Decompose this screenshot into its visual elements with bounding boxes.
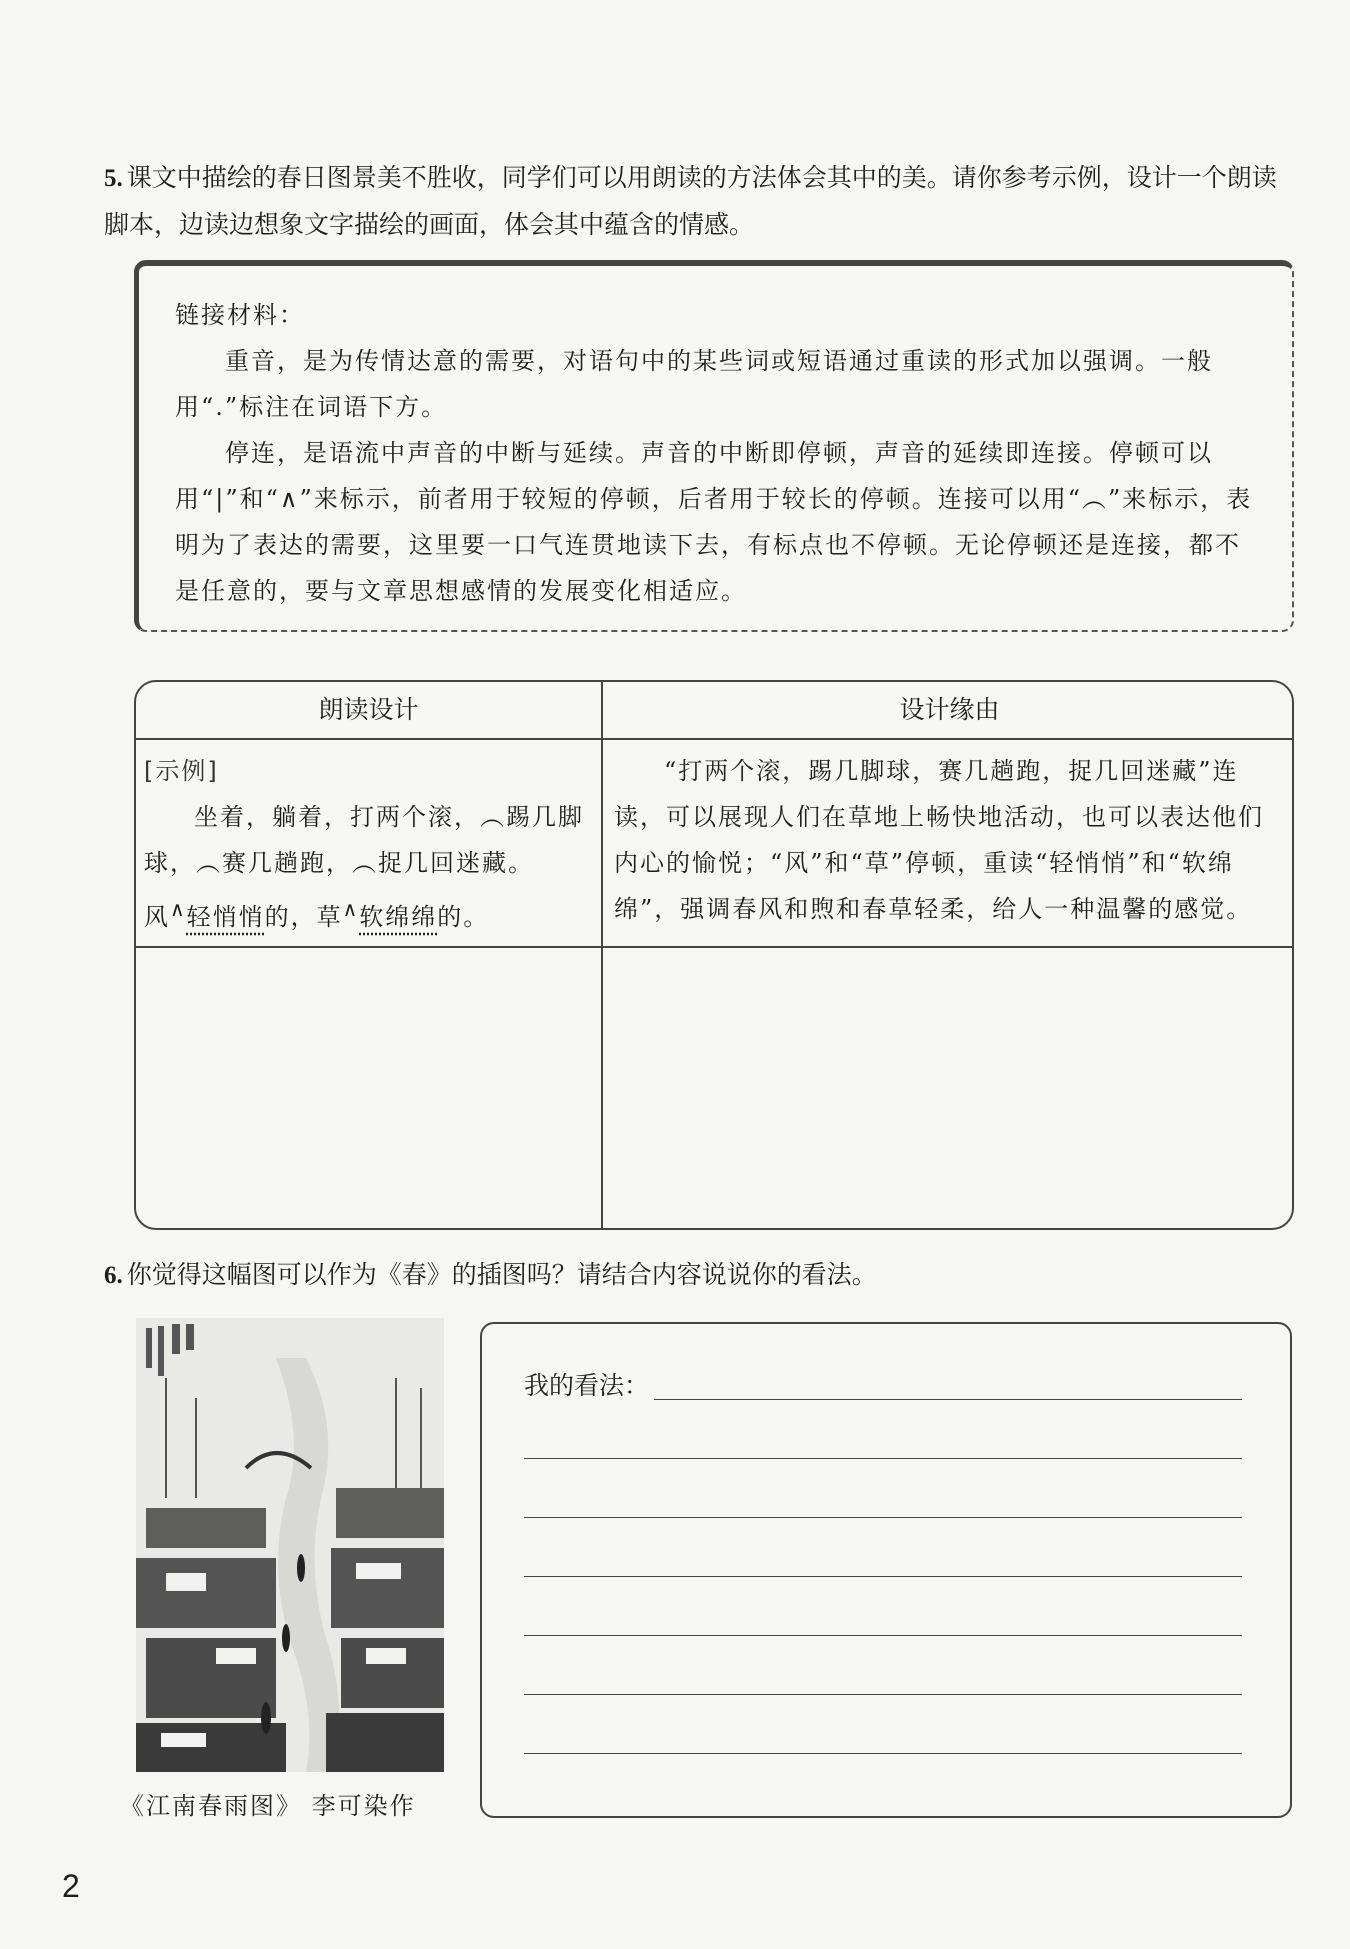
example-line-2: 风∧轻悄悄的，草∧软绵绵的。 (144, 897, 490, 931)
answer-reason-cell[interactable] (614, 956, 1284, 1222)
question-text: 课文中描绘的春日图景美不胜收，同学们可以用朗读的方法体会其中的美。请你参考示例，设计一个朗读脚本，边读边想象文字描绘的画面，体会其中蕴含的情感。 (104, 163, 1277, 239)
material-paragraph-pause: 停连，是语流中声音的中断与延续。声音的中断即停顿，声音的延续即连接。停顿可以用“|”和“∧”来标示，前者用于较短的停顿，后者用于较长的停顿。连接可以用“︵”来标示，表明为了表达的需要，这里要一口气连贯地读下去，有标点也不停顿。无论停顿还是连接，都不是任意的，要与文章思想感情的发展变化相适应。 (175, 439, 1253, 605)
question-number: 6. (104, 1262, 123, 1289)
answer-line[interactable] (524, 1458, 1242, 1459)
header-design-reason: 设计缘由 (899, 695, 1000, 724)
material-title: 链接材料： (175, 301, 305, 329)
example-line: 坐着，躺着，打两个滚，︵踢几脚球，︵赛几趟跑，︵捉几回迷藏。 (144, 803, 584, 877)
answer-line[interactable] (654, 1399, 1242, 1400)
example-tag: [示例] (144, 757, 219, 785)
row-divider (136, 946, 1292, 948)
example-reading-cell (144, 748, 594, 940)
answer-line[interactable] (524, 1753, 1242, 1754)
question-number: 5. (104, 165, 123, 192)
header-divider (136, 738, 1292, 740)
pause-mark: ∧ (170, 897, 187, 921)
pause-mark: ∧ (342, 897, 360, 921)
column-divider (601, 682, 603, 1228)
stressed-word: 轻悄悄 (186, 903, 265, 931)
answer-line[interactable] (524, 1517, 1242, 1518)
link-material-box (134, 260, 1294, 632)
opinion-answer-box[interactable] (480, 1322, 1292, 1818)
answer-line[interactable] (524, 1635, 1242, 1636)
material-paragraph-stress: 重音，是为传情达意的需要，对语句中的某些词或短语通过重读的形式加以强调。一般用“.”标注在词语下方。 (175, 347, 1213, 421)
answer-line[interactable] (524, 1694, 1242, 1695)
example-reason-cell: “打两个滚，踢几脚球，赛几趟跑，捉几回迷藏”连读，可以展现人们在草地上畅快地活动，也可以表达他们内心的愉悦；“风”和“草”停顿，重读“轻悄悄”和“软绵绵”，强调春风和煦和春草轻柔，给人一种温馨的感觉。 (614, 757, 1264, 923)
question-5 (104, 155, 1294, 248)
answer-line[interactable] (524, 1576, 1242, 1577)
jiangnan-spring-rain-painting (136, 1318, 444, 1772)
painting-caption: 《江南春雨图》 李可染作 (120, 1792, 416, 1820)
opinion-label: 我的看法： (524, 1371, 650, 1400)
reading-design-table (134, 680, 1294, 1230)
question-text: 你觉得这幅图可以作为《春》的插图吗？请结合内容说说你的看法。 (126, 1260, 877, 1289)
stressed-word: 软绵绵 (359, 903, 438, 931)
answer-reading-cell[interactable] (144, 956, 594, 1222)
header-reading-design: 朗读设计 (318, 695, 419, 724)
page-number: 2 (62, 1868, 80, 1904)
question-6 (104, 1252, 1294, 1299)
